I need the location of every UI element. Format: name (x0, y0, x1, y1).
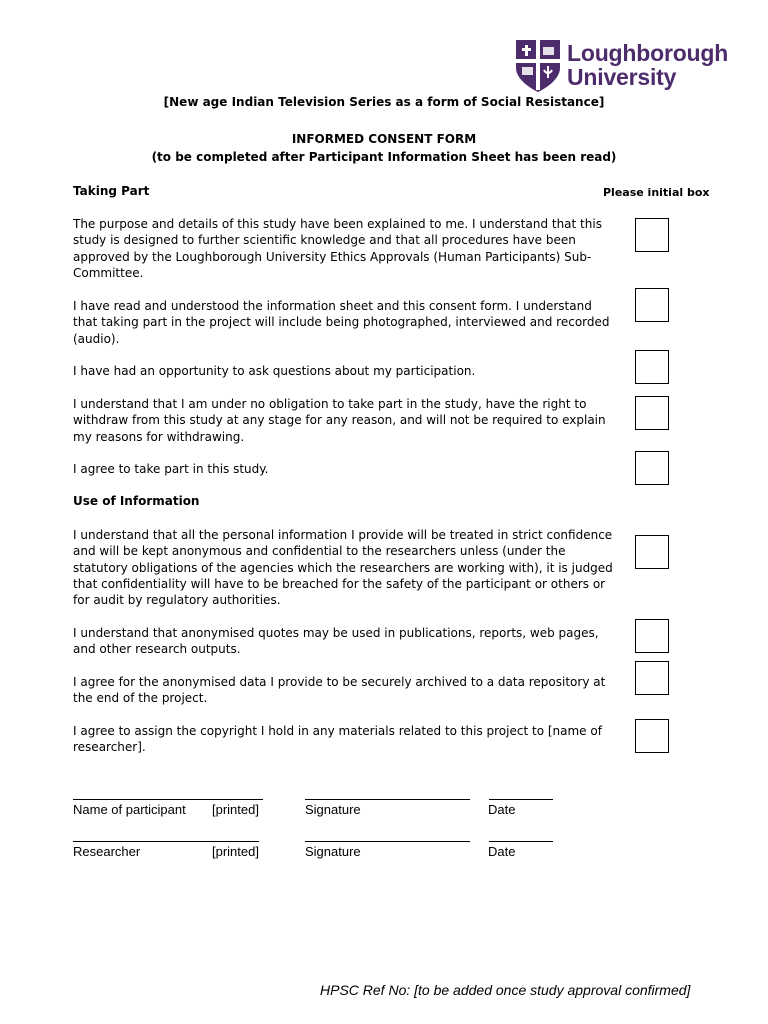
statement-7: I understand that anonymised quotes may be used in publications, reports, web pages, and other research outputs. (73, 626, 599, 657)
researcher-name-label: Researcher (73, 844, 141, 859)
initial-box-6[interactable] (635, 535, 669, 569)
initial-box-2[interactable] (635, 288, 669, 322)
statement-3: I have had an opportunity to ask questions about my participation. (73, 364, 476, 378)
statement-2: I have read and understood the information sheet and this consent form. I understand that taking part in the project will include being photographed, interviewed and recorded (audio). (73, 299, 610, 346)
initial-box-1[interactable] (635, 218, 669, 252)
participant-date-line[interactable] (489, 799, 553, 800)
study-title: [New age Indian Television Series as a form of Social Resistance] (163, 95, 605, 109)
logo-line-2: University (567, 64, 677, 90)
form-title: INFORMED CONSENT FORM (291, 132, 477, 146)
section-taking-part: Taking Part (73, 184, 150, 198)
participant-signature-line[interactable] (305, 799, 470, 800)
participant-name-label: Name of participant (73, 802, 186, 817)
initial-box-4[interactable] (635, 396, 669, 430)
researcher-date-line[interactable] (489, 841, 553, 842)
logo-line-1: Loughborough (567, 40, 729, 66)
form-subtitle: (to be completed after Participant Information Sheet has been read) (151, 150, 617, 164)
participant-name-line[interactable] (73, 799, 263, 800)
initial-box-label: Please initial box (603, 186, 710, 199)
statement-6: I understand that all the personal information I provide will be treated in strict confidence and will be kept anonymous and confidential to the researchers unless (under the statutory obligations of the agencies which the researchers are working with), it is judged that confidentiality will have to be breached for the safety of the participant or others or for audit by regulatory authorities. (73, 528, 613, 608)
researcher-signature-line[interactable] (305, 841, 470, 842)
researcher-printed-label: [printed] (212, 844, 259, 859)
initial-box-5[interactable] (635, 451, 669, 485)
researcher-name-line[interactable] (73, 841, 259, 842)
participant-date-label: Date (488, 802, 516, 817)
university-logo (516, 40, 740, 94)
statement-8: I agree for the anonymised data I provide to be securely archived to a data repository at the end of the project. (73, 675, 606, 706)
initial-box-8[interactable] (635, 661, 669, 695)
crest-icon (516, 40, 560, 92)
initial-box-3[interactable] (635, 350, 669, 384)
section-use-of-information: Use of Information (73, 494, 200, 508)
hpsc-reference: HPSC Ref No: [to be added once study approval confirmed] (320, 982, 691, 998)
researcher-signature-label: Signature (305, 844, 361, 859)
participant-printed-label: [printed] (212, 802, 259, 817)
statement-5: I agree to take part in this study. (73, 462, 269, 476)
initial-box-9[interactable] (635, 719, 669, 753)
participant-signature-label: Signature (305, 802, 361, 817)
statement-4: I understand that I am under no obligation to take part in the study, have the right to withdraw from this study at any stage for any reason, and will not be required to explain my reasons for withdrawing. (73, 397, 606, 444)
researcher-date-label: Date (488, 844, 516, 859)
initial-box-7[interactable] (635, 619, 669, 653)
statement-1: The purpose and details of this study have been explained to me. I understand that this study is designed to further scientific knowledge and that all procedures have been approved by the Loughborough University Ethics Approvals (Human Participants) Sub-Committee. (73, 217, 602, 280)
statement-9: I agree to assign the copyright I hold in any materials related to this project to [name of researcher]. (73, 724, 602, 755)
